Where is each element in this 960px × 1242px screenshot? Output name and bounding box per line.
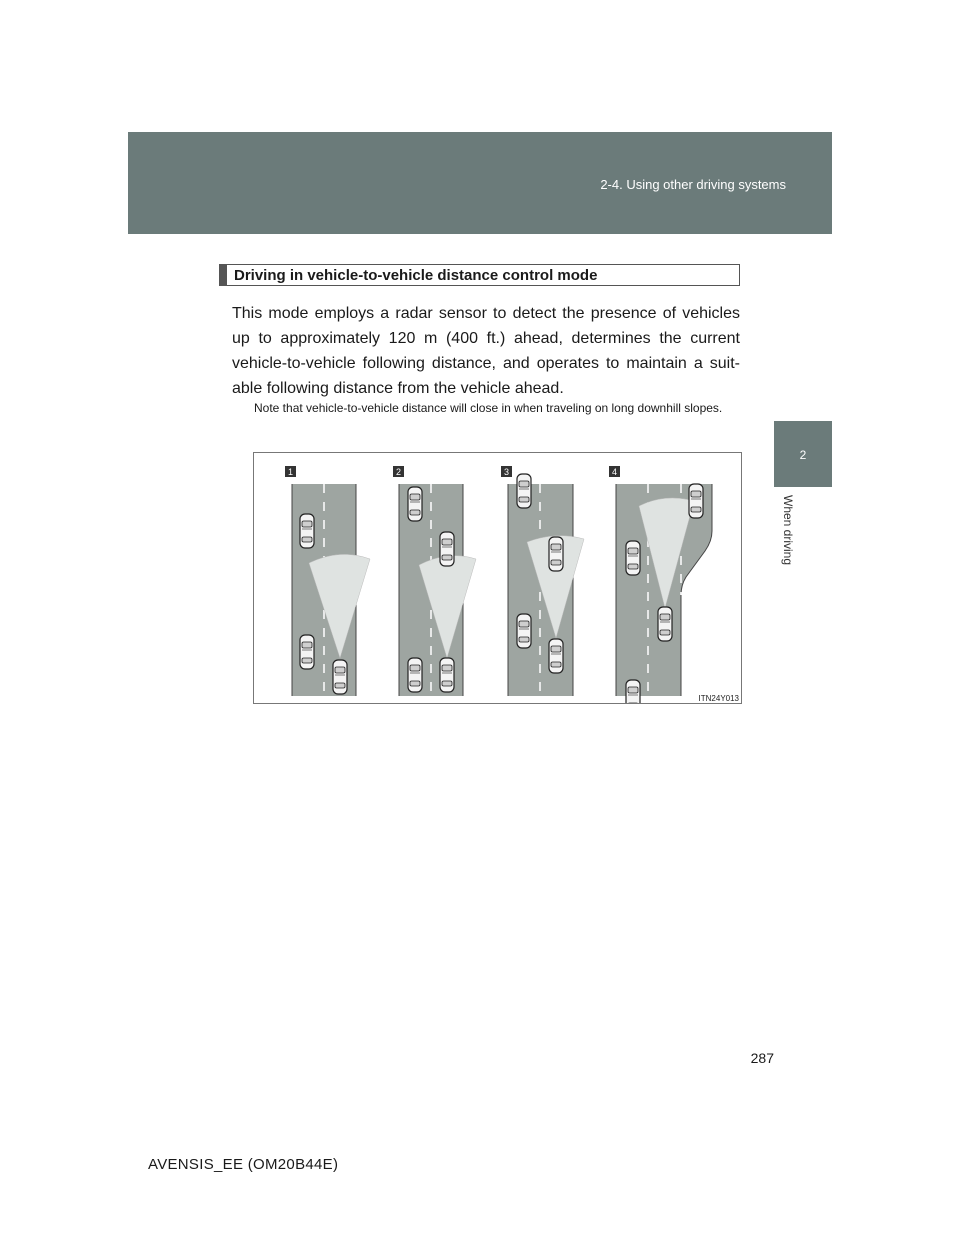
panel-3 (501, 466, 584, 696)
panel-label-2: 2 (395, 467, 402, 477)
panel-label-1: 1 (287, 467, 294, 477)
panel-label-4: 4 (611, 467, 618, 477)
header-section-title: 2-4. Using other driving systems (600, 177, 786, 192)
panel-1 (285, 466, 370, 696)
chapter-side-label (770, 495, 804, 585)
header-band (128, 132, 832, 234)
panel-4 (609, 466, 712, 703)
manual-code: AVENSIS_EE (OM20B44E) (148, 1156, 339, 1173)
page-number: 287 (750, 1050, 774, 1066)
section-title-box (219, 264, 740, 286)
chapter-tab-number: 2 (799, 448, 807, 462)
radar-illustration (253, 452, 742, 704)
chapter-tab (774, 421, 832, 487)
figure-code: ITN24Y013 (698, 694, 739, 703)
body-paragraph: This mode employs a radar sensor to detect the presence of vehicles up to approximately 120 m (400 ft.) ahead, determines the current vehicle-to-vehicle following distance, and operates to maintain a suit-able following distance from the vehicle ahead. (232, 305, 740, 397)
chapter-side-label-text: When driving (781, 495, 795, 566)
radar-illustration-svg (254, 453, 741, 703)
section-title: Driving in vehicle-to-vehicle distance control mode (234, 267, 598, 284)
note-paragraph: Note that vehicle-to-vehicle distance will close in when traveling on long downhill slopes. (254, 401, 723, 415)
panel-2 (393, 466, 476, 696)
panel-label-3: 3 (503, 467, 510, 477)
